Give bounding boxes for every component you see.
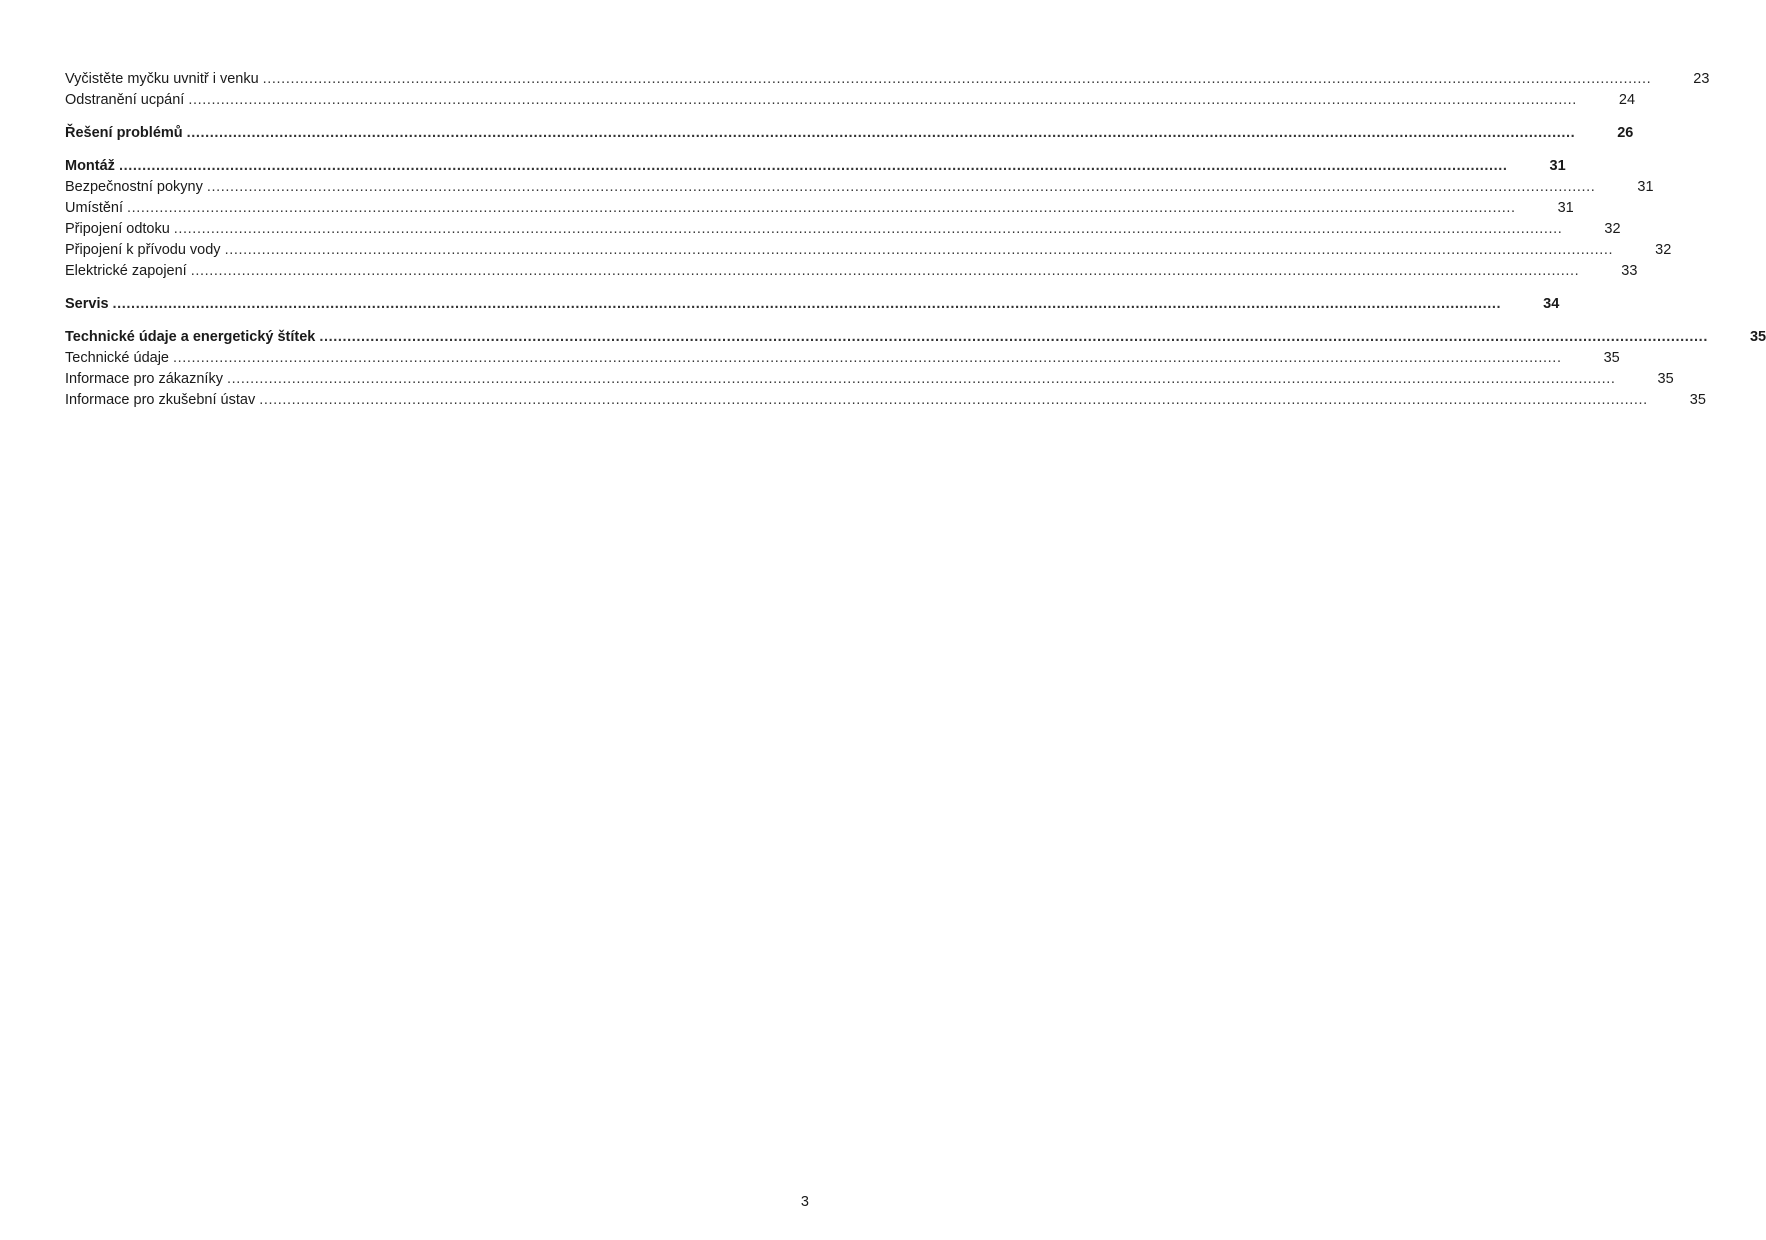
toc-entry-title: Informace pro zákazníky	[65, 371, 223, 387]
toc-group	[65, 294, 1560, 315]
toc-entry-page: 31	[1549, 158, 1566, 174]
toc-entry-page: 35	[1603, 350, 1620, 366]
toc-group	[65, 156, 1672, 282]
toc-chapter-entry	[65, 156, 1566, 177]
toc-section-entry	[65, 177, 1654, 198]
toc-dot-leader: ............................................................................................................................................................................................................................................................................................................	[224, 242, 1614, 258]
toc-dot-leader: ............................................................................................................................................................................................................................................................................................................	[127, 200, 1516, 216]
toc-section-entry	[65, 219, 1621, 240]
toc-entry-title: Technické údaje	[65, 350, 169, 366]
toc-section-entry	[65, 348, 1620, 369]
toc-chapter-entry	[65, 123, 1634, 144]
toc-entry-title: Informace pro zkušební ústav	[65, 392, 256, 408]
toc-entry-page: 26	[1617, 125, 1634, 141]
toc-chapter-entry	[65, 294, 1560, 315]
toc-entry-page: 31	[1637, 179, 1654, 195]
toc-dot-leader: ............................................................................................................................................................................................................................................................................................................	[319, 329, 1708, 345]
toc-dot-leader: ............................................................................................................................................................................................................................................................................................................	[259, 392, 1648, 408]
toc-chapter-entry	[65, 327, 1766, 348]
toc-entry-page: 35	[1657, 371, 1674, 387]
toc-entry-page: 31	[1557, 200, 1574, 216]
toc-group	[65, 327, 1766, 411]
toc-entry-title: Servis	[65, 296, 109, 312]
toc-section-entry	[65, 369, 1674, 390]
toc-dot-leader: ............................................................................................................................................................................................................................................................................................................	[173, 221, 1563, 237]
toc-entry-page: 33	[1621, 263, 1638, 279]
toc-section-entry	[65, 198, 1574, 219]
toc-dot-leader: ............................................................................................................................................................................................................................................................................................................	[226, 371, 1616, 387]
toc-section-entry	[65, 69, 1710, 90]
toc-section-entry	[65, 390, 1706, 411]
toc-entry-title: Připojení k přívodu vody	[65, 242, 221, 258]
toc-entry-page: 35	[1689, 392, 1706, 408]
toc-section-entry	[65, 261, 1638, 282]
toc-dot-leader: ............................................................................................................................................................................................................................................................................................................	[173, 350, 1562, 366]
toc-entry-page: 32	[1655, 242, 1672, 258]
toc-entry-page: 24	[1618, 92, 1636, 108]
toc-entry-page: 32	[1604, 221, 1621, 237]
toc-section-entry	[65, 90, 1636, 111]
toc-section-entry	[65, 240, 1672, 261]
page-number: 3	[800, 1194, 809, 1210]
toc-entry-title: Elektrické zapojení	[65, 263, 187, 279]
toc-entry-title: Vyčistěte myčku uvnitř i venku	[65, 71, 259, 87]
toc-entry-title: Umístění	[65, 200, 124, 216]
toc-entry-page: 23	[1693, 71, 1710, 87]
toc-entry-page: 35	[1749, 329, 1766, 345]
toc-group	[65, 69, 1710, 111]
toc-dot-leader: ............................................................................................................................................................................................................................................................................................................	[112, 296, 1502, 312]
toc-entry-title: Odstranění ucpání	[65, 92, 185, 108]
toc-dot-leader: ............................................................................................................................................................................................................................................................................................................	[186, 125, 1576, 141]
toc-dot-leader: ............................................................................................................................................................................................................................................................................................................	[118, 158, 1508, 174]
toc-dot-leader: ............................................................................................................................................................................................................................................................................................................	[188, 92, 1577, 108]
toc-group	[65, 123, 1634, 144]
toc-entry-title: Technické údaje a energetický štítek	[65, 329, 316, 345]
toc-entry-title: Připojení odtoku	[65, 221, 170, 237]
toc-entry-title: Bezpečnostní pokyny	[65, 179, 203, 195]
toc-entry-title: Řešení problémů	[65, 125, 183, 141]
toc-dot-leader: ............................................................................................................................................................................................................................................................................................................	[262, 71, 1652, 87]
toc-dot-leader: ............................................................................................................................................................................................................................................................................................................	[190, 263, 1580, 279]
table-of-contents	[65, 69, 1766, 423]
toc-entry-page: 34	[1543, 296, 1560, 312]
toc-dot-leader: ............................................................................................................................................................................................................................................................................................................	[206, 179, 1596, 195]
toc-entry-title: Montáž	[65, 158, 115, 174]
